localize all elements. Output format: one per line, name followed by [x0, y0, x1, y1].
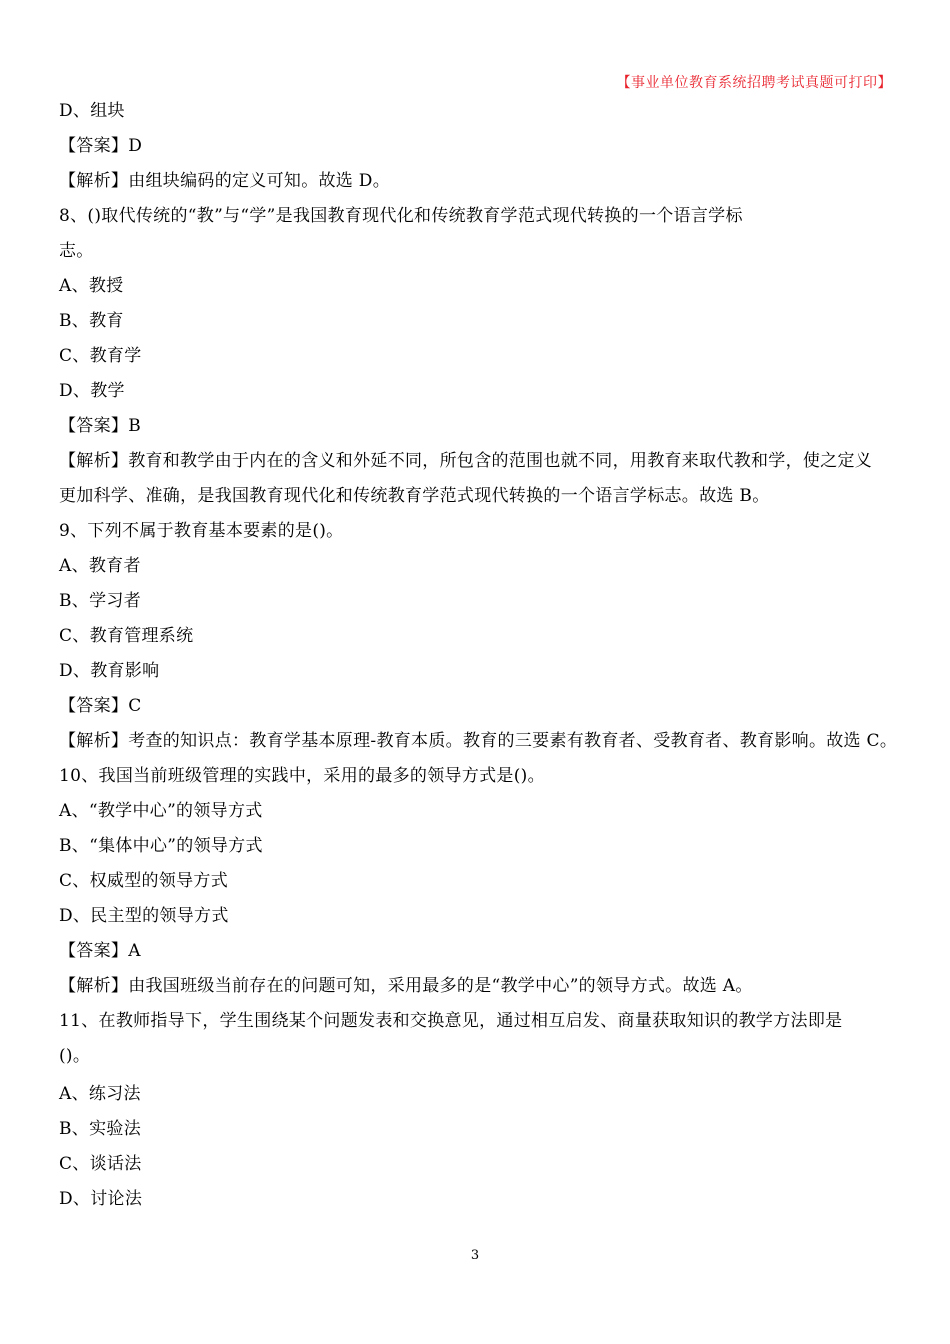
option-line: D、组块 — [59, 101, 125, 121]
explanation-line: 更加科学、准确，是我国教育现代化和传统教育学范式现代转换的一个语言学标志。故选 B。 — [59, 486, 770, 506]
question-line: 8、()取代传统的“教”与“学”是我国教育现代化和传统教育学范式现代转换的一个语言学标 — [59, 206, 743, 226]
option-line: A、教育者 — [59, 556, 141, 576]
answer-line: 【答案】A — [59, 941, 141, 961]
option-line: A、“教学中心”的领导方式 — [59, 801, 263, 821]
option-line: C、权威型的领导方式 — [59, 871, 229, 891]
question-line: 11、在教师指导下，学生围绕某个问题发表和交换意见，通过相互启发、商量获取知识的教学方法即是 — [59, 1011, 843, 1031]
option-line: C、教育管理系统 — [59, 626, 194, 646]
page-number: 3 — [470, 1248, 480, 1263]
answer-line: 【答案】B — [59, 416, 141, 436]
option-line: C、教育学 — [59, 346, 142, 366]
question-line: 志。 — [59, 241, 94, 261]
option-line: B、实验法 — [59, 1119, 141, 1139]
explanation-line: 【解析】教育和教学由于内在的含义和外延不同，所包含的范围也就不同，用教育来取代教和学，使之定义 — [59, 451, 873, 471]
header-note: 【事业单位教育系统招聘考试真题可打印】 — [616, 75, 892, 91]
explanation-line: 【解析】由组块编码的定义可知。故选 D。 — [59, 171, 391, 191]
option-line: A、练习法 — [59, 1084, 141, 1104]
explanation-line: 【解析】考查的知识点：教育学基本原理-教育本质。教育的三要素有教育者、受教育者、教育影响。故选 C。 — [59, 731, 898, 751]
option-line: B、教育 — [59, 311, 124, 331]
option-line: B、“集体中心”的领导方式 — [59, 836, 263, 856]
answer-line: 【答案】C — [59, 696, 142, 716]
question-line: ()。 — [59, 1046, 91, 1066]
option-line: D、民主型的领导方式 — [59, 906, 229, 926]
question-line: 10、我国当前班级管理的实践中，采用的最多的领导方式是()。 — [59, 766, 545, 786]
option-line: D、教学 — [59, 381, 125, 401]
question-line: 9、下列不属于教育基本要素的是()。 — [59, 521, 344, 541]
explanation-line: 【解析】由我国班级当前存在的问题可知，采用最多的是“教学中心”的领导方式。故选 A。 — [59, 976, 753, 996]
option-line: D、教育影响 — [59, 661, 160, 681]
option-line: B、学习者 — [59, 591, 141, 611]
option-line: C、谈话法 — [59, 1154, 142, 1174]
answer-line: 【答案】D — [59, 136, 143, 156]
option-line: D、讨论法 — [59, 1189, 143, 1209]
option-line: A、教授 — [59, 276, 124, 296]
